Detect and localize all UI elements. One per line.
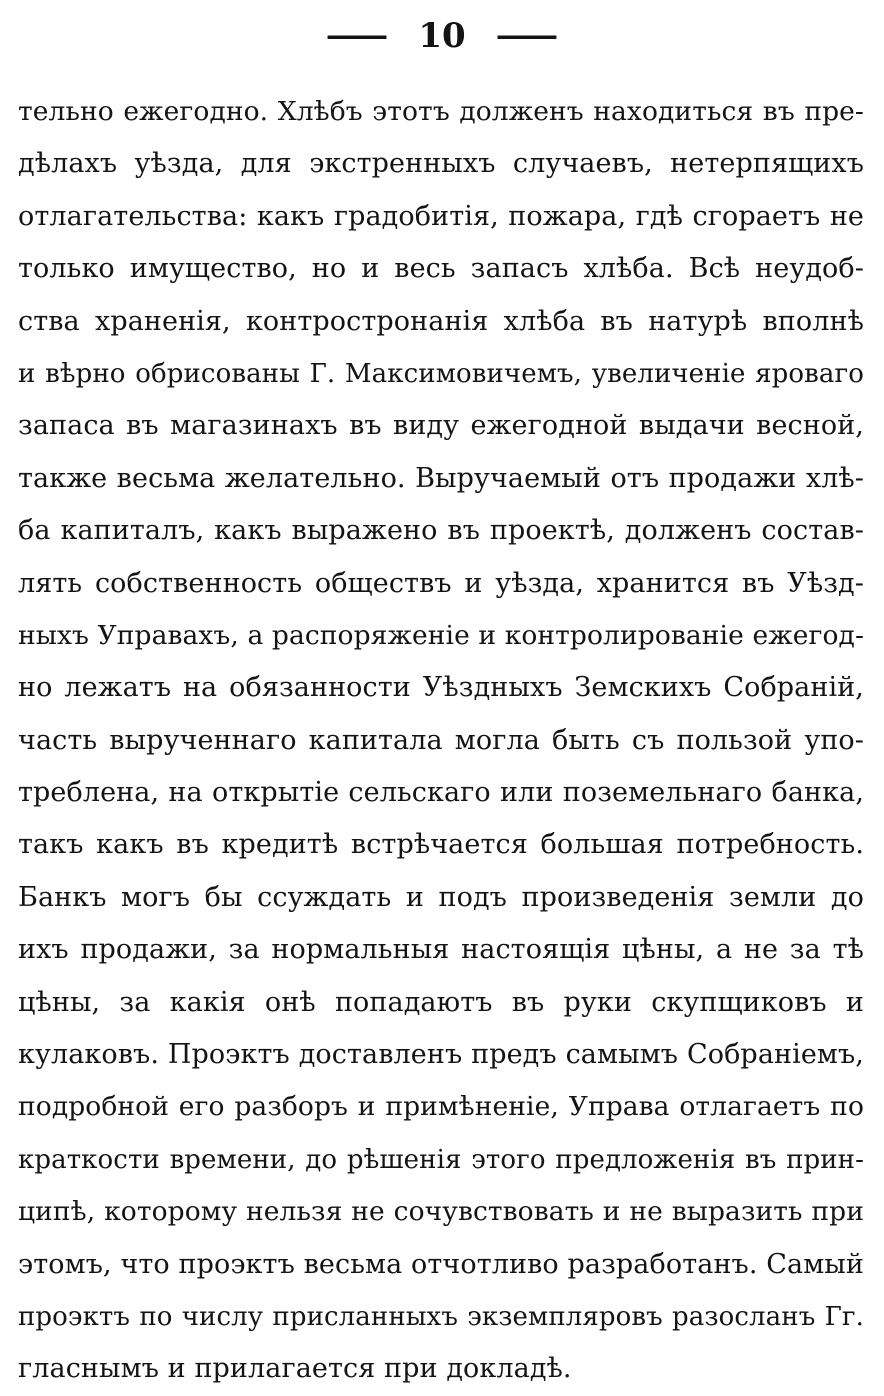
page-number: 10 <box>418 16 466 56</box>
text-line: ципѣ, которому нельзя не сочувствовать и не выразить при <box>18 1196 864 1228</box>
header-dash-left: — <box>324 18 391 53</box>
text-line: ныхъ Управахъ, а распоряженіе и контролированіе ежегод- <box>18 619 864 651</box>
text-line: но лежатъ на обязанности Уѣздныхъ Земскихъ Собраній, <box>18 672 864 704</box>
text-line: и вѣрно обрисованы Г. Максимовичемъ, увеличеніе яроваго <box>18 358 864 389</box>
text-line: подробной его разборъ и примѣненіе, Управа отлагаетъ по <box>18 1091 864 1123</box>
text-line: отлагательства: какъ градобитія, пожара, гдѣ сгораетъ не <box>18 200 864 232</box>
text-line: лять собственность обществъ и уѣзда, хранится въ Уѣзд- <box>18 567 864 599</box>
text-line: только имущество, но и весь запасъ хлѣба. Всѣ неудоб- <box>18 253 864 285</box>
text-line: ба капиталъ, какъ выражено въ проектѣ, долженъ состав- <box>18 515 864 547</box>
text-line: проэктъ по числу присланныхъ экземпляровъ разосланъ Гг. <box>18 1301 864 1332</box>
page-header <box>0 14 884 58</box>
text-line: кулаковъ. Проэктъ доставленъ предъ самымъ Собраніемъ, <box>18 1039 864 1071</box>
text-line: ства храненія, контростронанія хлѣба въ натурѣ вполнѣ <box>18 305 864 337</box>
text-line: гласнымъ и прилагается при докладѣ. <box>18 1353 572 1385</box>
text-line: также весьма желательно. Выручаемый отъ продажи хлѣ- <box>18 462 864 494</box>
text-line: Банкъ могъ бы ссуждать и подъ произведенія земли до <box>18 881 864 913</box>
text-line: тельно ежегодно. Хлѣбъ этотъ долженъ находиться въ пре- <box>18 96 864 127</box>
text-line: треблена, на открытіе сельскаго или поземельнаго банка, <box>18 777 864 809</box>
text-line: цѣны, за какія онѣ попадаютъ въ руки скупщиковъ и <box>18 986 864 1018</box>
text-line: такъ какъ въ кредитѣ встрѣчается большая потребность. <box>18 829 864 861</box>
text-line: этомъ, что проэктъ весьма отчотливо разработанъ. Самый <box>18 1248 864 1280</box>
text-line: часть вырученнаго капитала могла быть съ пользой упо- <box>18 724 864 756</box>
text-line: запаса въ магазинахъ въ виду ежегодной выдачи весной, <box>18 410 864 442</box>
text-line: дѣлахъ уѣзда, для экстренныхъ случаевъ, нетерпящихъ <box>18 148 864 180</box>
header-dash-right: — <box>493 18 560 53</box>
text-line: краткости времени, до рѣшенія этого предложенія въ прин- <box>18 1144 864 1175</box>
body-text <box>18 86 864 1396</box>
text-line: ихъ продажи, за нормальныя настоящія цѣны, а не за тѣ <box>18 934 864 966</box>
